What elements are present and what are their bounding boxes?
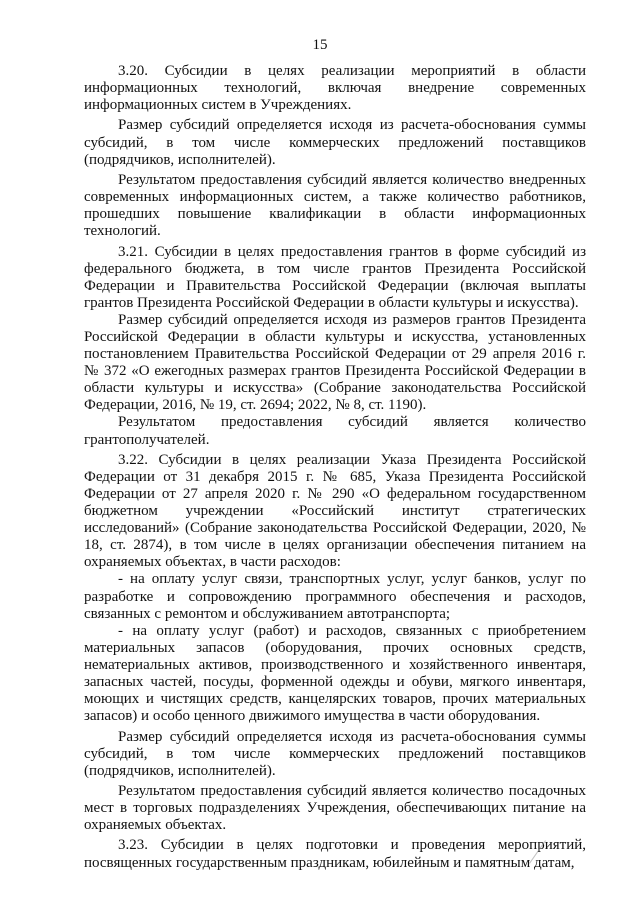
paragraph-3-22: 3.22. Субсидии в целях реализации Указа Президента Российской Федерации от 31 декабря 2015 г. № 685, Указа Президента Российской Федерации от 27 апреля 2020 г. № 290 «О федеральном государственном бюджетном учреждении «Российский институт стратегических исследований» (Собрание законодательства Российской Федерации, 2020, № 18, ст. 2874), в том числе в целях организации обеспечения питанием на охраняемых объектах, в части расходов: (84, 451, 586, 571)
list-item-expenses-communications: - на оплату услуг связи, транспортных услуг, услуг банков, услуг по разработке и сопровождению программного обеспечения и расходов, связанных с ремонтом и обслуживанием автотранспорта; (84, 571, 586, 622)
paragraph-3-21: 3.21. Субсидии в целях предоставления грантов в форме субсидий из федерального бюджета, в том числе грантов Президента Российской Федерации и Правительства Российской Федерации (включая выплаты грантов Президента Российской Федерации в области культуры и искусства). (84, 243, 586, 311)
page-number: 15 (312, 37, 328, 53)
paragraph-3-21-result: Результатом предоставления субсидий является количество грантополучателей. (84, 414, 586, 448)
paragraph-3-21-size: Размер субсидий определяется исходя из размеров грантов Президента Российской Федерации в области культуры и искусства, установленных постановлением Правительства Российской Федерации от 29 апреля 2016 г. № 372 «О ежегодных размерах грантов Президента Российской Федерации в области культуры и искусства» (Собрание законодательства Российской Федерации, 2016, № 19, ст. 2694; 2022, № 8, ст. 1190). (84, 311, 586, 414)
document-body (84, 63, 586, 872)
list-item-expenses-materials: - на оплату услуг (работ) и расходов, связанных с приобретением материальных запасов (оборудования, прочих основных средств, нематериальных активов, производственного и хозяйственного инвентаря, запасных частей, посуды, форменной одежды и обуви, мягкого инвентаря, моющих и чистящих средств, канцелярских товаров, прочих материальных запасов) и особо ценного движимого имущества в части оборудования. (84, 622, 586, 725)
paragraph-3-20: 3.20. Субсидии в целях реализации мероприятий в области информационных технологий, включая внедрение современных информационных систем в Учреждениях. (84, 63, 586, 114)
paragraph-3-20-size: Размер субсидий определяется исходя из расчета-обоснования суммы субсидий, в том числе коммерческих предложений поставщиков (подрядчиков, исполнителей). (84, 117, 586, 168)
paragraph-3-23: 3.23. Субсидии в целях подготовки и проведения мероприятий, посвященных государственным праздникам, юбилейным и памятным датам, (84, 837, 586, 871)
paragraph-3-20-result: Результатом предоставления субсидий является количество внедренных современных информационных систем, а также количество работников, прошедших повышение квалификации в области информационных технологий. (84, 171, 586, 240)
paragraph-3-22-result: Результатом предоставления субсидий является количество посадочных мест в торговых подразделениях Учреждения, обеспечивающих питание на охраняемых объектах. (84, 782, 586, 834)
paragraph-3-22-size: Размер субсидий определяется исходя из расчета-обоснования суммы субсидий, в том числе коммерческих предложений поставщиков (подрядчиков, исполнителей). (84, 728, 586, 779)
